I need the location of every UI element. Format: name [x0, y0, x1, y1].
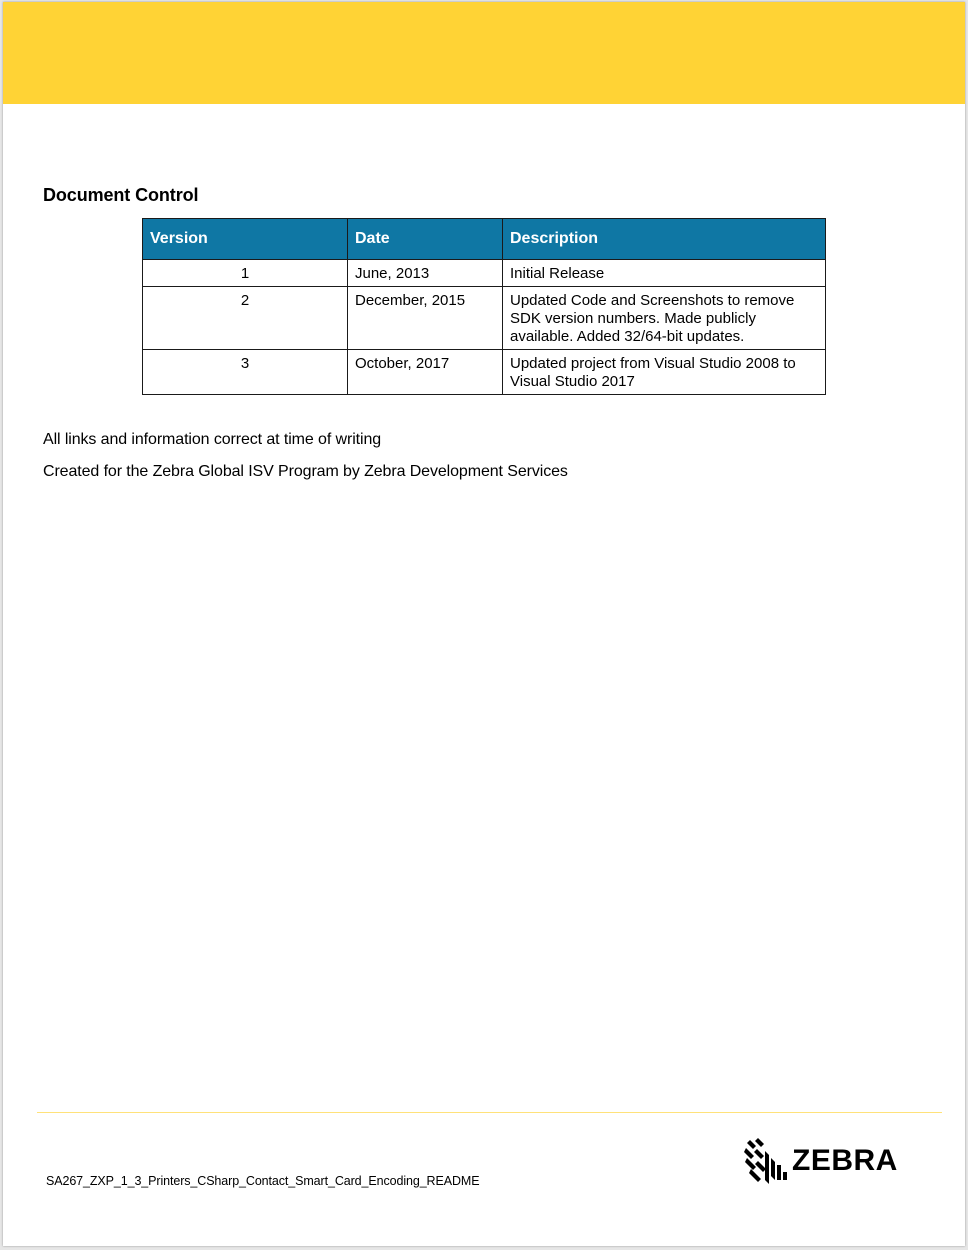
version-cell: 3 — [143, 350, 348, 395]
description-cell — [503, 287, 826, 350]
version-cell: 1 — [143, 260, 348, 287]
table-header-row — [143, 219, 826, 260]
footer-document-name: SA267_ZXP_1_3_Printers_CSharp_Contact_Smart_Card_Encoding_README — [46, 1174, 480, 1188]
description-line: Visual Studio 2017 — [510, 373, 635, 390]
document-control-table — [142, 218, 826, 395]
description-cell — [503, 350, 826, 395]
date-cell: December, 2015 — [348, 287, 503, 350]
accuracy-note: All links and information correct at time of writing — [43, 431, 382, 448]
column-header-date: Date — [348, 219, 503, 260]
column-header-version: Version — [143, 219, 348, 260]
column-header-description: Description — [503, 219, 826, 260]
date-cell: October, 2017 — [348, 350, 503, 395]
description-line: available. Added 32/64-bit updates. — [510, 328, 745, 345]
description-cell — [503, 260, 826, 287]
section-title: Document Control — [43, 185, 199, 205]
header-band — [3, 2, 965, 104]
date-cell: June, 2013 — [348, 260, 503, 287]
table-row — [143, 287, 826, 350]
footer-divider — [37, 1112, 942, 1113]
credits-note: Created for the Zebra Global ISV Program by Zebra Development Services — [43, 463, 568, 480]
version-cell: 2 — [143, 287, 348, 350]
zebra-logo — [744, 1136, 898, 1186]
table-row — [143, 350, 826, 395]
zebra-wordmark: ZEBRA — [792, 1144, 898, 1177]
description-line: SDK version numbers. Made publicly — [510, 310, 756, 327]
zebra-head-icon — [744, 1136, 788, 1186]
description-line: Updated project from Visual Studio 2008 to — [510, 355, 796, 372]
document-page — [3, 2, 965, 1246]
table-row — [143, 260, 826, 287]
description-line: Initial Release — [510, 265, 605, 282]
description-line: Updated Code and Screenshots to remove — [510, 292, 795, 309]
